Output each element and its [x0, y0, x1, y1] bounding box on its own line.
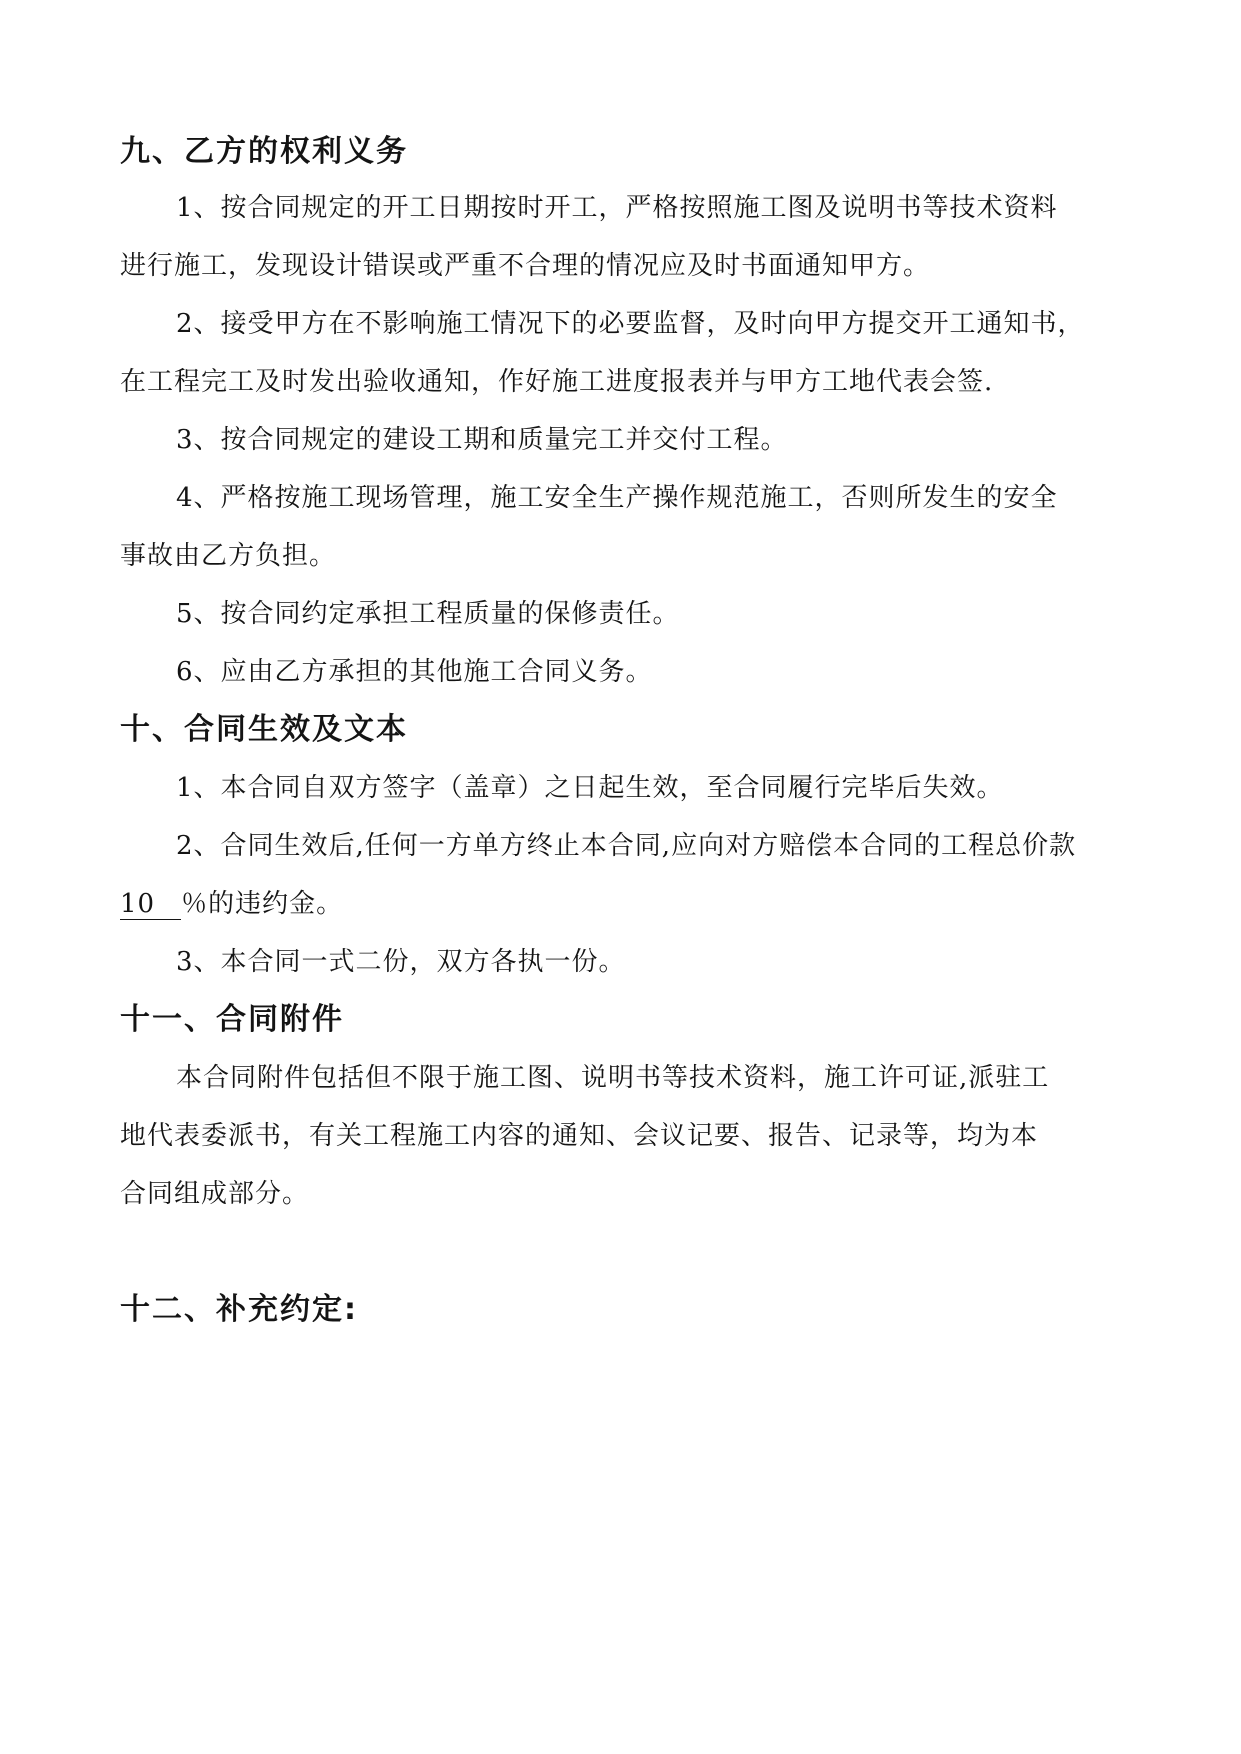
penalty-percent-suffix: ％的违约金。	[181, 889, 344, 919]
penalty-percent-blank: 10	[120, 889, 181, 920]
section-9-item-2-line-2: 在工程完工及时发出验收通知，作好施工进度报表并与甲方工地代表会签.	[120, 367, 994, 397]
section-10-item-2-line-2	[120, 886, 1130, 922]
section-9-item-3: 3、按合同规定的建设工期和质量完工并交付工程。	[176, 425, 788, 455]
section-11-line-3: 合同组成部分。	[120, 1179, 310, 1209]
section-10-item-1: 1、本合同自双方签字（盖章）之日起生效，至合同履行完毕后失效。	[176, 773, 1004, 803]
section-9-item-6: 6、应由乙方承担的其他施工合同义务。	[176, 657, 653, 687]
section-11-line-1: 本合同附件包括但不限于施工图、说明书等技术资料，施工许可证,派驻工	[176, 1063, 1050, 1093]
section-11-line-2: 地代表委派书，有关工程施工内容的通知、会议记要、报告、记录等，均为本	[120, 1121, 1039, 1151]
section-10-heading: 十、合同生效及文本	[120, 712, 408, 747]
section-11-heading: 十一、合同附件	[120, 1002, 344, 1037]
section-9-item-5: 5、按合同约定承担工程质量的保修责任。	[176, 599, 680, 629]
section-9-item-4-line-2: 事故由乙方负担。	[120, 541, 337, 571]
section-9-item-1-line-2: 进行施工，发现设计错误或严重不合理的情况应及时书面通知甲方。	[120, 251, 931, 281]
section-9-item-1-line-1: 1、按合同规定的开工日期按时开工，严格按照施工图及说明书等技术资料	[176, 193, 1058, 223]
section-9-item-4-line-1: 4、严格按施工现场管理，施工安全生产操作规范施工，否则所发生的安全	[176, 483, 1058, 513]
section-12-heading: 十二、补充约定:	[120, 1292, 358, 1327]
section-9-item-2-line-1: 2、接受甲方在不影响施工情况下的必要监督，及时向甲方提交开工通知书，	[176, 309, 1085, 339]
section-9-heading: 九、乙方的权利义务	[120, 134, 408, 169]
section-10-item-3: 3、本合同一式二份，双方各执一份。	[176, 947, 626, 977]
section-10-item-2-line-1: 2、合同生效后,任何一方单方终止本合同,应向对方赔偿本合同的工程总价款	[176, 831, 1077, 861]
